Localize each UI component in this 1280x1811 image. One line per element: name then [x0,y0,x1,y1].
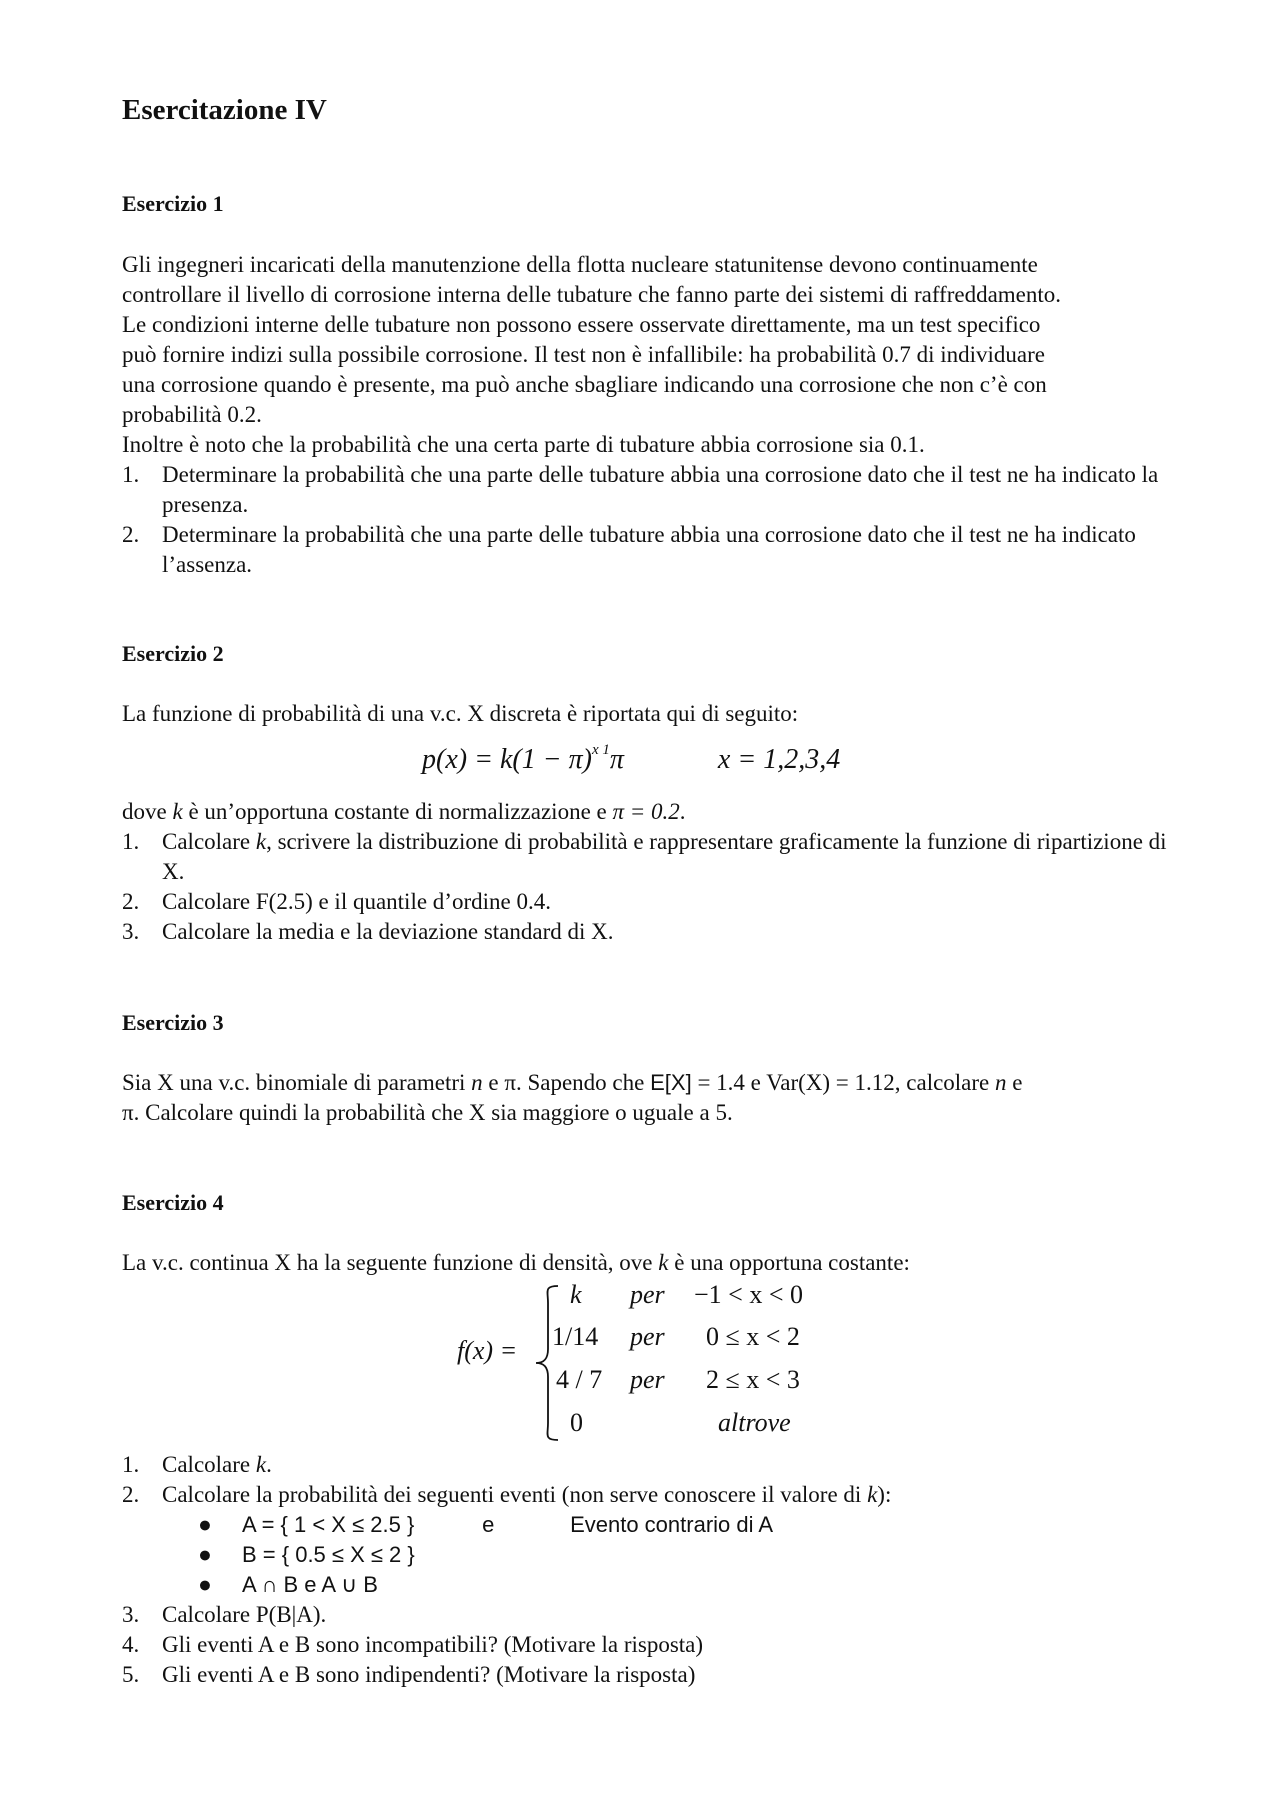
item-number: 2. [122,889,140,914]
case-value: 1/14 [552,1322,599,1351]
ex1-line: Le condizioni interne delle tubature non possono essere osservate direttamente, ma un test specifico [122,312,1041,337]
formula-pi: π [609,744,624,775]
where-text: è un’opportuna costante di normalizzazione e [182,799,613,824]
item-k: k [255,1452,267,1477]
where-text: dove [122,799,173,824]
ex3-n: n [995,1070,1007,1095]
ex1-line: Inoltre è noto che la probabilità che una certa parte di tubature abbia corrosione sia 0.1. [122,432,925,457]
ex3-expectation: E[X] [650,1070,692,1095]
event-a: A = { 1 < X ≤ 2.5 } [242,1512,415,1537]
exercise-4-heading: Esercizio 4 [122,1190,224,1215]
item-text: ): [877,1482,892,1507]
formula-lhs: p(x) = k(1 − π) [422,744,592,775]
where-text: . [679,799,686,824]
event-b: B = { 0.5 ≤ X ≤ 2 } [242,1542,415,1567]
item-text: Calcolare [162,1452,256,1477]
left-brace [532,1283,562,1443]
item-text: Gli eventi A e B sono incompatibili? (Motivare la risposta) [162,1632,704,1657]
ex3-line: π. Calcolare quindi la probabilità che X sia maggiore o uguale a 5. [122,1100,733,1125]
list-item [122,917,1172,947]
item-number: 1. [122,462,140,487]
formula-lhs: f(x) = [457,1336,518,1365]
list-item [122,460,1172,520]
case-value: 4 / 7 [556,1365,603,1394]
item-text: , scrivere la distribuzione di probabilità e rappresentare graficamente la funzione di ripartizione di X. [162,829,1167,884]
ex3-text: = 1.4 e Var(X) = 1.12, calcolare [691,1070,996,1095]
bullet-icon: ● [198,1512,212,1537]
event-item [162,1540,1172,1570]
ex1-line: controllare il livello di corrosione interna delle tubature che fanno parte dei sistemi di raffreddamento. [122,282,1062,307]
list-item [122,1450,1172,1480]
exercise-2-where [122,797,1172,827]
exercise-2-intro: La funzione di probabilità di una v.c. X discreta è riportata qui di seguito: [122,701,799,726]
event-item [162,1510,1172,1540]
item-text: Calcolare F(2.5) e il quantile d’ordine 0.4. [162,889,551,914]
ex4-text: La v.c. continua X ha la seguente funzione di densità, ove [122,1250,659,1275]
item-k: k [255,829,267,854]
item-number: 2. [122,522,140,547]
exercise-1-heading: Esercizio 1 [122,191,224,216]
item-number: 3. [122,919,140,944]
item-text: Calcolare [162,829,256,854]
where-pi: π = 0.2 [612,799,680,824]
exercise-4-questions [122,1450,1172,1690]
item-number: 1. [122,829,140,854]
ex1-line: probabilità 0.2. [122,402,262,427]
item-number: 5. [122,1662,140,1687]
case-per: per [630,1322,665,1351]
ex1-line: una corrosione quando è presente, ma può anche sbagliare indicando una corrosione che non c’è con [122,372,1047,397]
ex3-text: e π. Sapendo che [482,1070,651,1095]
page-title: Esercitazione IV [122,94,327,126]
list-item [122,827,1172,887]
item-number: 4. [122,1632,140,1657]
formula-exponent: x 1 [591,741,610,758]
event-contrary: Evento contrario di A [570,1512,774,1537]
item-text: Determinare la probabilità che una parte delle tubature abbia una corrosione dato che il test ne ha indicato la presenza. [162,462,1159,517]
item-text: Calcolare la probabilità dei seguenti eventi (non serve conoscere il valore di [162,1482,868,1507]
probability-function-formula [422,741,841,776]
exercise-1-questions [122,460,1172,580]
case-condition: 0 ≤ x < 2 [706,1322,800,1351]
event-item [162,1570,1172,1600]
exercise-4-intro [122,1248,1172,1278]
case-value: k [570,1280,582,1309]
ex1-line: Gli ingegneri incaricati della manutenzione della flotta nucleare statunitense devono continuamente [122,252,1038,277]
item-k: k [867,1482,878,1507]
item-text: Gli eventi A e B sono indipendenti? (Motivare la risposta) [162,1662,696,1687]
exercise-1-text [122,250,1172,460]
case-per: per [630,1365,665,1394]
list-item [122,887,1172,917]
event-list [162,1510,1172,1600]
list-item [122,1630,1172,1660]
item-text: Determinare la probabilità che una parte delle tubature abbia una corrosione dato che il test ne ha indicato l’assenza. [162,522,1136,577]
ex3-n: n [471,1070,483,1095]
exercise-3-text [122,1068,1172,1128]
where-k: k [172,799,183,824]
list-item [122,520,1172,580]
formula-domain: x = 1,2,3,4 [717,744,841,775]
bullet-icon: ● [198,1572,212,1597]
case-condition: 2 ≤ x < 3 [706,1365,800,1394]
item-text: Calcolare la media e la deviazione standard di X. [162,919,614,944]
event-intersection-union: A ∩ B e A ∪ B [242,1572,378,1597]
item-number: 2. [122,1482,140,1507]
list-item [122,1600,1172,1630]
case-per: per [630,1280,665,1309]
exercise-2-heading: Esercizio 2 [122,641,224,666]
case-value: 0 [570,1408,583,1437]
exercise-3-heading: Esercizio 3 [122,1010,224,1035]
item-number: 3. [122,1602,140,1627]
ex1-line: può fornire indizi sulla possibile corrosione. Il test non è infallibile: ha probabilità 0.7 di individuare [122,342,1045,367]
ex4-k: k [658,1250,669,1275]
list-item [122,1660,1172,1690]
ex3-text: e [1006,1070,1023,1095]
exercise-2-questions [122,827,1172,947]
ex3-text: Sia X una v.c. binomiale di parametri [122,1070,472,1095]
ex3-line [122,1068,1172,1098]
item-number: 1. [122,1452,140,1477]
ex4-text: è una opportuna costante: [668,1250,910,1275]
case-condition: altrove [718,1408,791,1437]
bullet-icon: ● [198,1542,212,1567]
item-text: . [266,1452,272,1477]
item-text: Calcolare P(B|A). [162,1602,327,1627]
list-item [122,1480,1172,1600]
event-connector: e [482,1512,495,1537]
case-condition: −1 < x < 0 [694,1280,803,1309]
